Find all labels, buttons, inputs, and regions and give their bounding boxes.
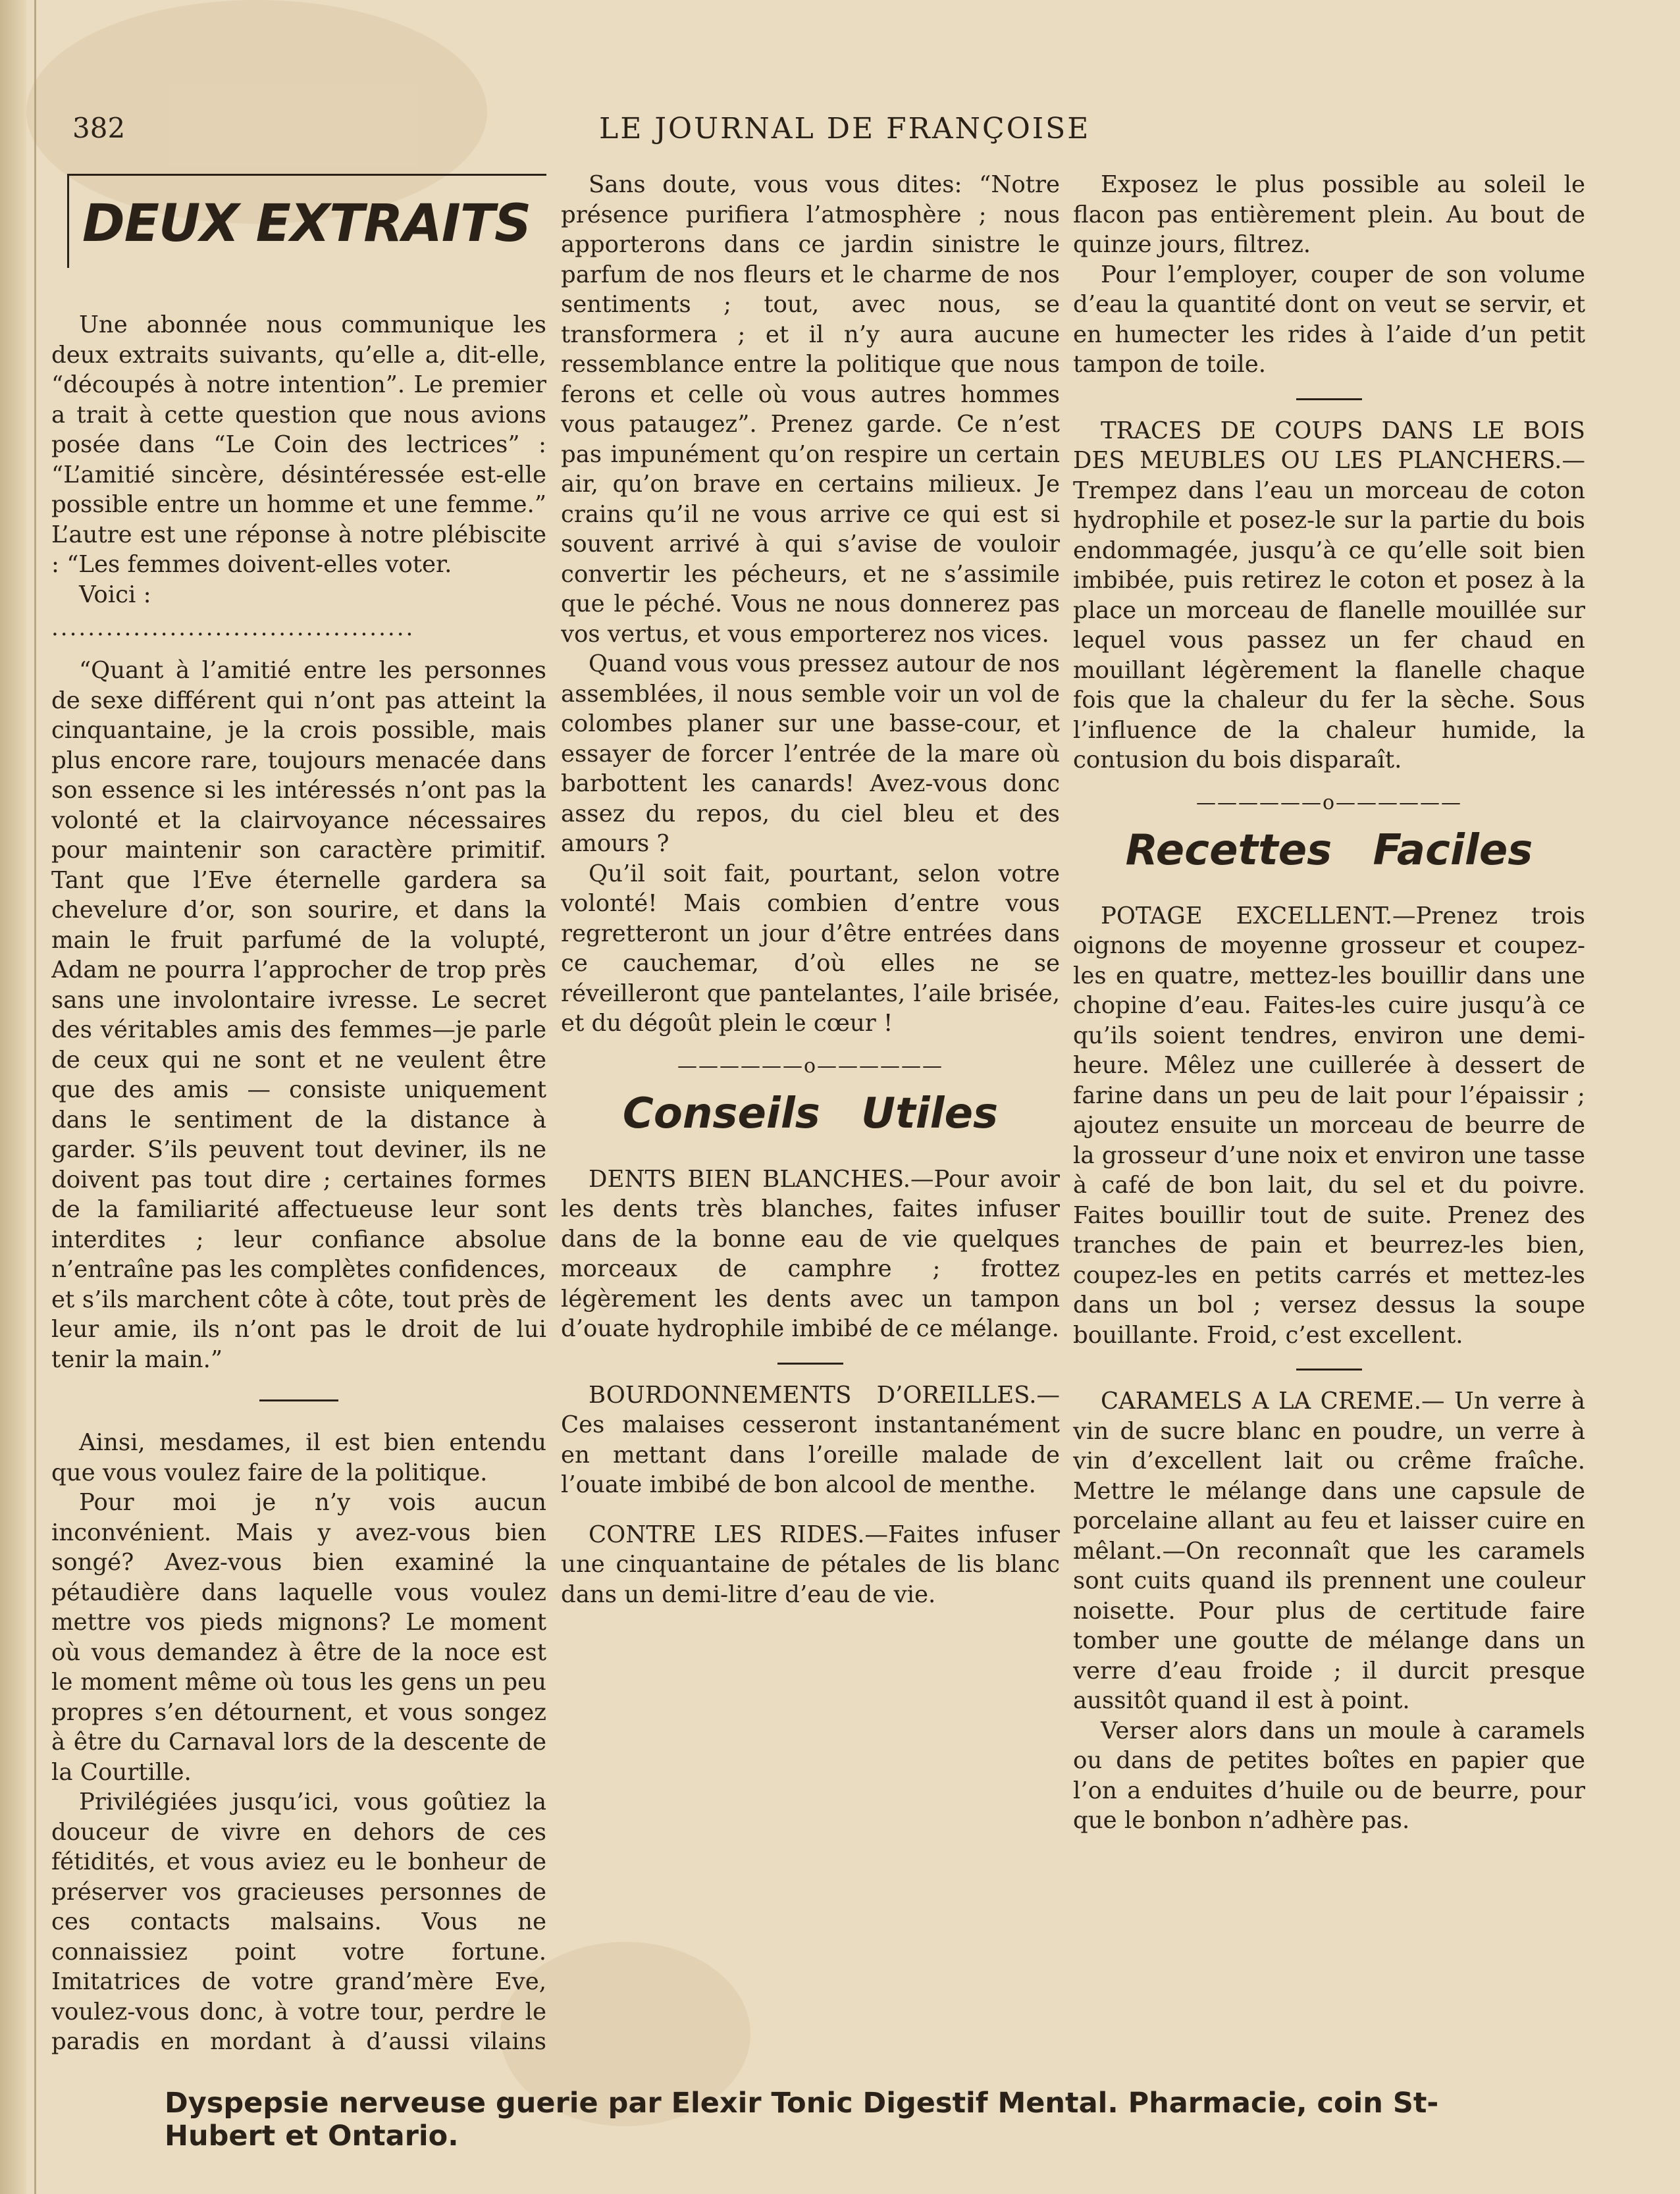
article-paragraph: Ainsi, mesdames, il est bien entendu que vous voulez faire de la politique. [51, 1429, 546, 1486]
item-rule [1296, 398, 1362, 400]
article-title: DEUX EXTRAITS [82, 194, 531, 253]
article-intro: Une abonnée nous communique les deux extraits suivants, qu’elle a, dit-elle, “découpés à notre intention”. Le premier a trait à cette question que nous avions posée dans “Le Coin des lectrices” : “L’amitié sincère, désintéressée est-elle possible entre un homme et une femme.” L’autre est une réponse à notre plébiscite : “Les femmes doivent-elles voter. [51, 311, 546, 578]
conseil-rides-continued: Exposez le plus possible au soleil le flacon pas entièrement plein. Au bout de quinze jours, filtrez. [1073, 171, 1585, 258]
article-headline-box [67, 174, 546, 268]
running-head [72, 112, 1587, 151]
recettes-title: Recettes Faciles [1125, 825, 1533, 875]
article-paragraph: Privilégiées jusqu’ici, vous goûtiez la douceur de vivre en dehors de ces fétidités, et vous aviez eu le bonheur de préserver vos gracieuses personnes de ces contacts malsains. Vous ne connaissiez point votre fortune. Imitatrices de votre grand’mère Eve, voulez-vous donc, à votre tour, perdre le paradis en mordant à d’aussi vilains [51, 1789, 546, 2055]
section-rule [259, 1399, 338, 1401]
conseil-bourdonnements: BOURDONNEMENTS D’OREILLES.—Ces malaises cesseront instantanément en mettant dans l’oreille malade de l’ouate imbibé de bon alcool de menthe. [561, 1381, 1060, 1498]
page-number: 382 [72, 112, 126, 144]
recette-potage: POTAGE EXCELLENT.—Prenez trois oignons de moyenne grosseur et coupez-les en quatre, mettez-les bouillir dans une chopine d’eau. Faites-les cuire jusqu’à ce qu’ils soient tendres, environ une demi-heure. Mêlez une cuillerée à dessert de farine dans un peu de lait pour l’épaissir ; ajoutez ensuite un morceau de beurre de la grosseur d’une noix et environ une tasse à café de bon lait, du sel et du poivre. Faites bouillir tout de suite. Prenez des tranches de pain et beurrez-les bien, coupez-les en petits carrés et mettez-les dans un bol ; versez dessus la soupe bouillante. Froid, c’est excellent. [1073, 902, 1585, 1349]
conseils-title: Conseils Utiles [622, 1089, 999, 1138]
dotted-separator: ........................................ [51, 615, 415, 641]
conseil-dents: DENTS BIEN BLANCHES.—Pour avoir les dents très blanches, faites infuser dans de la bonne eau de vie quelques morceaux de camphre ; frottez légèrement les dents avec un tampon d’ouate hydrophile imbibé de ce mélange. [561, 1165, 1060, 1342]
column-2 [561, 170, 1060, 2059]
column-3 [1073, 170, 1585, 2059]
conseil-rides-usage: Pour l’employer, couper de son volume d’eau la quantité dont on veut se servir, et en humecter les rides à l’aide d’un petit tampon de toile. [1073, 261, 1585, 378]
article-paragraph: Pour moi je n’y vois aucun inconvénient. Mais y avez-vous bien songé? Avez-vous bien examiné la pétaudière dans laquelle vous voulez mettre vos pieds mignons? Le moment où vous demandez à être de la noce est le moment même où tous les gens un peu propres s’en détournent, et vous songez à être du Carnaval lors de la descente de la Courtille. [51, 1489, 546, 1786]
footer-advertisement: Dyspepsie nerveuse guerie par Elexir Tonic Digestif Mental. Pharmacie, coin St-Hubert et Ontario. [165, 2087, 1439, 2153]
item-rule [777, 1363, 843, 1365]
journal-title: LE JOURNAL DE FRANÇOISE [599, 112, 1091, 145]
article-paragraph: Qu’il soit fait, pourtant, selon votre volonté! Mais combien d’entre vous regretteront un jour d’être entrées dans ce cauchemar, d’où elles ne se réveilleront que pantelantes, l’aile brisée, et du dégoût plein le cœur ! [561, 860, 1060, 1037]
ornament-divider: ——————o—————— [1195, 791, 1463, 814]
article-paragraph: Sans doute, vous vous dites: “Notre présence purifiera l’atmosphère ; nous apporterons dans ce jardin sinistre le parfum de nos fleurs et le charme de nos sentiments ; tout, avec nous, se transformera ; et il n’y aura aucune ressemblance entre la politique que nous ferons et celle où vous autres hommes vous pataugez”. Prenez garde. Ce n’est pas impunément qu’on respire un certain air, qu’on brave en certains milieux. Je crains qu’il ne vous arrive ce qui est si souvent arrivé à qui s’avise de vouloir convertir les pécheurs, et ne s’assimile que le péché. Vous ne nous donnerez pas vos vertus, et vous emporterez nos vices. [561, 171, 1060, 648]
extract-amitie: “Quant à l’amitié entre les personnes de sexe différent qui n’ont pas atteint la cinquantaine, je la crois possible, mais plus encore rare, toujours menacée dans son essence si les intéressés n’ont pas la volonté et la clairvoyance nécessaires pour maintenir son caractère primitif. Tant que l’Eve éternelle gardera sa chevelure d’or, son sourire, et dans la main le fruit parfumé de la volupté, Adam ne pourra l’approcher de trop près sans une involontaire ivresse. Le secret des véritables amis des femmes—je parle de ceux qui ne sont et ne veulent être que des amis — consiste uniquement dans le sentiment de la distance à garder. S’ils peuvent tout deviner, ils ne doivent pas tout dire ; certaines formes de la familiarité affectueuse leur sont interdites ; leur confiance absolue n’entraîne pas les complètes confidences, et s’ils marchent côte à côte, tout près de leur amie, ils n’ont pas le droit de lui tenir la main.” [51, 657, 546, 1373]
page-edge [0, 0, 26, 2194]
voici-line: Voici : [79, 581, 151, 608]
column-1 [51, 170, 546, 2059]
conseil-traces: TRACES DE COUPS DANS LE BOIS DES MEUBLES OU LES PLANCHERS.—Trempez dans l’eau un morceau de coton hydrophile et posez-le sur la partie du bois endommagée, jusqu’à ce qu’elle soit bien imbibée, puis retirez le coton et posez à la place un morceau de flanelle mouillée sur lequel vous passez un fer chaud en mouillant légèrement la flanelle chaque fois que la chaleur du fer la sèche. Sous l’influence de la chaleur humide, la contusion du bois disparaît. [1073, 417, 1585, 773]
recette-caramels: CARAMELS A LA CREME.— Un verre à vin de sucre blanc en poudre, un verre à vin d’excellent lait ou crême fraîche. Mettre le mélange dans une capsule de porcelaine allant au feu et laisser cuire en mêlant.—On reconnaît que les caramels sont cuits quand ils prennent une couleur noisette. Pour plus de certitude faire tomber une goutte de mélange dans un verre d’eau froide ; il durcit presque aussitôt quand il est à point. [1073, 1388, 1585, 1714]
ornament-divider: ——————o—————— [677, 1054, 944, 1078]
article-paragraph: Quand vous vous pressez autour de nos assemblées, il nous semble voir un vol de colombes planer sur une basse-cour, et essayer de forcer l’entrée de la mare où barbottent les canards! Avez-vous donc assez du repos, du ciel bleu et des amours ? [561, 650, 1060, 857]
conseil-rides: CONTRE LES RIDES.—Faites infuser une cinquantaine de pétales de lis blanc dans un demi-litre d’eau de vie. [561, 1521, 1060, 1608]
binding-fold [34, 0, 36, 2194]
recette-caramels-suite: Verser alors dans un moule à caramels ou dans de petites boîtes en papier que l’on a enduites d’huile ou de beurre, pour que le bonbon n’adhère pas. [1073, 1717, 1585, 1834]
item-rule [1296, 1369, 1362, 1371]
